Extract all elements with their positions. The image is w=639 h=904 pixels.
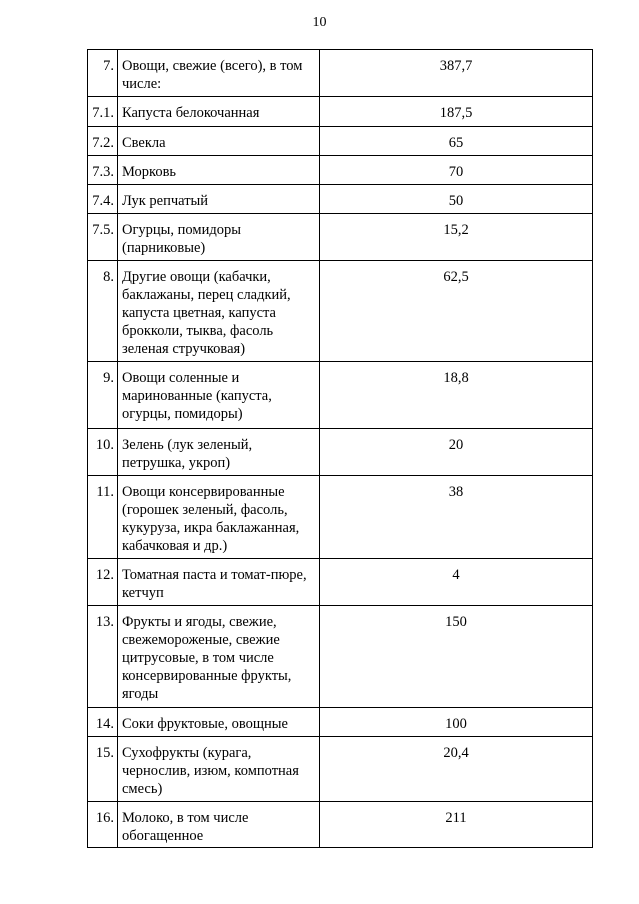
food-norms-table <box>87 49 593 848</box>
table-row <box>88 156 593 185</box>
row-number: 12. <box>88 559 118 606</box>
page-number: 10 <box>312 15 327 30</box>
table-row <box>88 476 593 559</box>
table-row <box>88 606 593 708</box>
row-number: 11. <box>88 476 118 559</box>
row-number: 7.3. <box>88 156 118 185</box>
product-value: 15,2 <box>320 214 593 261</box>
table-row <box>88 214 593 261</box>
row-number: 10. <box>88 429 118 476</box>
table-row <box>88 429 593 476</box>
product-value: 18,8 <box>320 362 593 429</box>
product-value: 100 <box>320 708 593 737</box>
product-value: 70 <box>320 156 593 185</box>
product-value: 20 <box>320 429 593 476</box>
row-number: 7.4. <box>88 185 118 214</box>
product-name: Свекла <box>118 127 320 156</box>
product-name: Овощи, свежие (всего), в том числе: <box>118 50 320 97</box>
product-name: Соки фруктовые, овощные <box>118 708 320 737</box>
product-name: Овощи консервированные (горошек зеленый, фасоль, кукуруза, икра баклажанная, кабачковая и др.) <box>118 476 320 559</box>
product-value: 187,5 <box>320 97 593 127</box>
product-name: Овощи соленные и маринованные (капуста, огурцы, помидоры) <box>118 362 320 429</box>
product-value: 38 <box>320 476 593 559</box>
row-number: 9. <box>88 362 118 429</box>
product-name: Другие овощи (кабачки, баклажаны, перец сладкий, капуста цветная, капуста брокколи, тыква, фасоль зеленая стручковая) <box>118 261 320 362</box>
table-row <box>88 261 593 362</box>
table-row <box>88 737 593 802</box>
product-value: 20,4 <box>320 737 593 802</box>
product-value: 150 <box>320 606 593 708</box>
table-row <box>88 97 593 127</box>
row-number: 7.2. <box>88 127 118 156</box>
product-name: Томатная паста и томат-пюре, кетчуп <box>118 559 320 606</box>
product-value: 65 <box>320 127 593 156</box>
row-number: 14. <box>88 708 118 737</box>
row-number: 7. <box>88 50 118 97</box>
table-row <box>88 50 593 97</box>
row-number: 8. <box>88 261 118 362</box>
product-value: 4 <box>320 559 593 606</box>
product-value: 50 <box>320 185 593 214</box>
row-number: 15. <box>88 737 118 802</box>
product-value: 387,7 <box>320 50 593 97</box>
product-name: Зелень (лук зеленый, петрушка, укроп) <box>118 429 320 476</box>
product-value: 211 <box>320 802 593 848</box>
table-row <box>88 708 593 737</box>
product-name: Молоко, в том числе обогащенное <box>118 802 320 848</box>
product-name: Фрукты и ягоды, свежие, свежемороженые, свежие цитрусовые, в том числе консервированные фрукты, ягоды <box>118 606 320 708</box>
row-number: 7.1. <box>88 97 118 127</box>
product-name: Морковь <box>118 156 320 185</box>
table-row <box>88 127 593 156</box>
product-name: Огурцы, помидоры (парниковые) <box>118 214 320 261</box>
row-number: 13. <box>88 606 118 708</box>
row-number: 16. <box>88 802 118 848</box>
table-row <box>88 362 593 429</box>
product-name: Сухофрукты (курага, чернослив, изюм, компотная смесь) <box>118 737 320 802</box>
product-name: Капуста белокочанная <box>118 97 320 127</box>
product-name: Лук репчатый <box>118 185 320 214</box>
product-value: 62,5 <box>320 261 593 362</box>
table-row <box>88 802 593 848</box>
table-row <box>88 185 593 214</box>
row-number: 7.5. <box>88 214 118 261</box>
table-row <box>88 559 593 606</box>
